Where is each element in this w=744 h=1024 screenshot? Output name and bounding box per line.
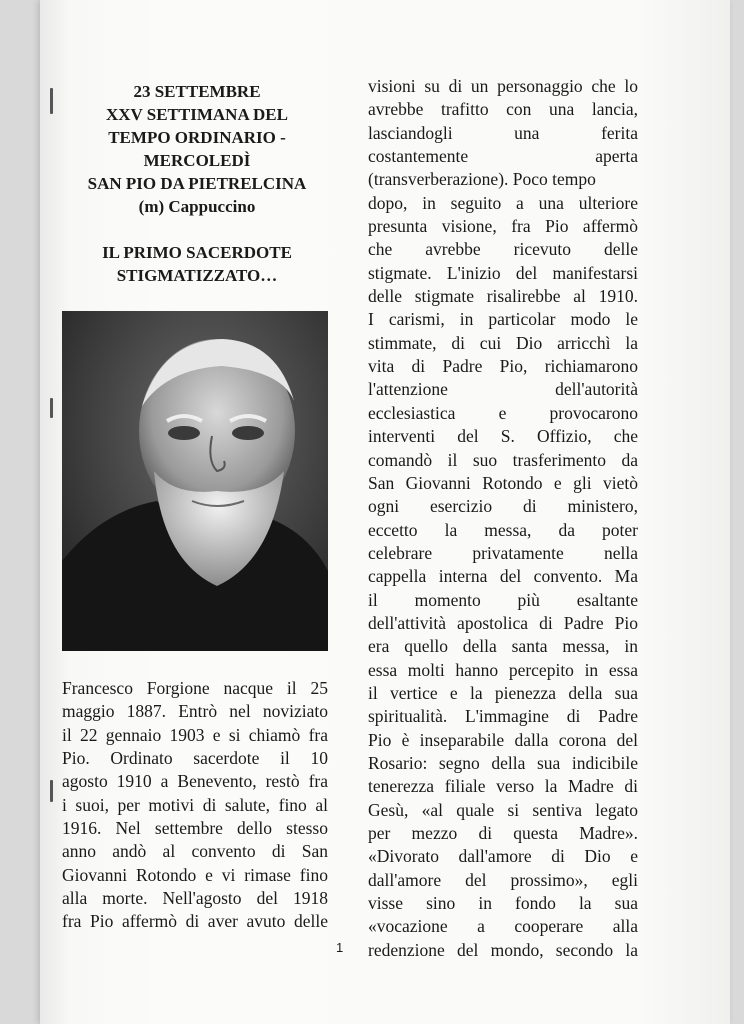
subheading-line: IL PRIMO SACERDOTE: [102, 243, 292, 262]
text-line: comandò il suo trasferimento da: [368, 449, 638, 470]
text-line: redenzione del mondo, secondo la: [368, 939, 638, 960]
text-line: celebrare privatamente nella: [368, 542, 638, 563]
text-line: stigmate. L'inizio del manifestarsi: [368, 262, 638, 283]
text-line: cappella interna del convento. Ma: [368, 566, 638, 587]
text-line: interventi del S. Offizio, che: [368, 426, 638, 447]
text-line: l'attenzione dell'autorità: [368, 379, 638, 400]
text-line: maggio 1887. Entrò nel noviziato: [62, 701, 328, 722]
text-line: eccetto la messa, da poter: [368, 519, 638, 540]
text-line: dall'amore del prossimo», egli: [368, 869, 638, 890]
text-line: «vocazione a cooperare alla: [368, 916, 638, 937]
page-number: 1: [336, 940, 344, 955]
text-line: il vertice e la pienezza della sua: [368, 682, 638, 703]
text-line: i suoi, per motivi di salute, fino al: [62, 794, 328, 815]
text-line: agosto 1910 a Benevento, restò fra: [62, 771, 328, 792]
text-line: vita di Padre Pio, richiamarono: [368, 356, 638, 377]
text-line: che avrebbe ricevuto delle: [368, 239, 638, 260]
portrait-photo-icon: [62, 311, 328, 651]
text-line: alla morte. Nell'agosto del 1918: [62, 888, 328, 909]
text-line: tenerezza filiale verso la Madre di: [368, 776, 638, 797]
text-line: lasciandogli una ferita: [368, 122, 638, 143]
text-line: presunta visione, fra Pio affermò: [368, 216, 638, 237]
text-line: il 22 gennaio 1903 e si chiamò fra: [62, 724, 328, 745]
text-line: delle stigmate risalirebbe al 1910.: [368, 286, 638, 307]
subheading-line: STIGMATIZZATO…: [116, 266, 278, 285]
text-line: dopo, in seguito a una ulteriore: [368, 192, 638, 213]
text-line: stimmate, di cui Dio arricchì la: [368, 332, 638, 353]
text-line: essa molti hanno percepito in essa: [368, 659, 638, 680]
heading-line: MERCOLEDÌ: [143, 151, 251, 170]
heading-line: (m) Cappuccino: [138, 197, 256, 216]
text-line: avrebbe trafitto con una lancia,: [368, 99, 638, 120]
text-line: visioni su di un personaggio che lo: [368, 76, 638, 96]
text-line: I carismi, in particolar modo le: [368, 309, 638, 330]
text-line: Gesù, «al quale si sentiva legato: [368, 799, 638, 820]
portrait-photo: [62, 311, 328, 651]
text-line: dell'attività apostolica di Padre Pio: [368, 612, 638, 633]
text-line: ecclesiastica e provocarono: [368, 402, 638, 423]
section-subtitle: [62, 241, 332, 287]
text-line: il momento più esaltante: [368, 589, 638, 610]
text-line: Pio è inseparabile dalla corona del: [368, 729, 638, 750]
binder-mark: [50, 88, 53, 114]
text-line: visse sino in fondo la sua: [368, 893, 638, 914]
text-line: San Giovanni Rotondo e gli vietò: [368, 472, 638, 493]
text-line: «Divorato dall'amore di Dio e: [368, 846, 638, 867]
text-line: spiritualità. L'immagine di Padre: [368, 706, 638, 727]
heading-line: SAN PIO DA PIETRELCINA: [87, 174, 307, 193]
text-line: 1916. Nel settembre dello stesso: [62, 818, 328, 839]
binder-mark: [50, 398, 53, 418]
text-line: costantemente aperta: [368, 146, 638, 167]
heading-line: XXV SETTIMANA DEL: [105, 105, 288, 124]
text-line: Francesco Forgione nacque il 25: [62, 678, 328, 698]
text-line: era quello della santa messa, in: [368, 636, 638, 657]
heading-line: TEMPO ORDINARIO -: [108, 128, 286, 147]
left-text-column: [62, 677, 328, 934]
text-line: (transverberazione). Poco tempo: [368, 169, 596, 190]
text-line: Pio. Ordinato sacerdote il 10: [62, 748, 328, 769]
right-text-column: [368, 75, 638, 962]
text-line: Giovanni Rotondo e vi rimase fino: [62, 864, 328, 885]
text-line: Rosario: segno della sua indicibile: [368, 752, 638, 773]
page-title: [62, 80, 332, 218]
text-line: ogni esercizio di ministero,: [368, 496, 638, 517]
binder-mark: [50, 780, 53, 802]
text-line: anno andò al convento di San: [62, 841, 328, 862]
text-line: fra Pio affermò di aver avuto delle: [62, 911, 328, 932]
text-line: per mezzo di questa Madre».: [368, 823, 638, 843]
heading-line: 23 SETTEMBRE: [133, 82, 261, 101]
